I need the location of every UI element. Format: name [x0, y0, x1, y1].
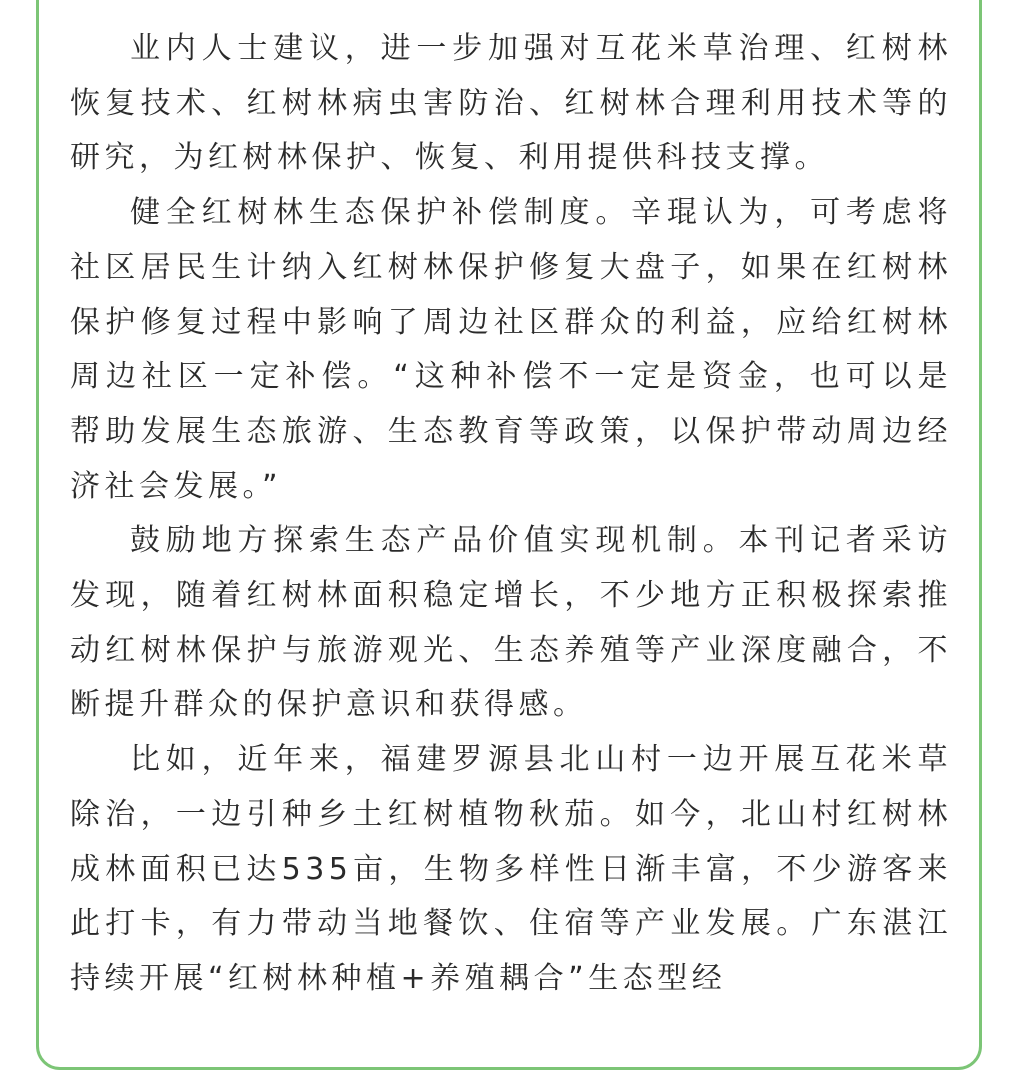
paragraph-beishan-example: 比如，近年来，福建罗源县北山村一边开展互花米草除治，一边引种乡土红树植物秋茄。如今，北山村红树林成林面积已达535亩，生物多样性日渐丰富，不少游客来此打卡，有力带动当地餐饮、住宿等产业发展。广东湛江持续开展“红树林种植+养殖耦合”生态型经 — [70, 742, 952, 996]
article-body — [70, 22, 952, 1007]
paragraph-research-suggestion: 业内人士建议，进一步加强对互花米草治理、红树林恢复技术、红树林病虫害防治、红树林合理利用技术等的研究，为红树林保护、恢复、利用提供科技支撑。 — [70, 31, 952, 176]
paragraph-value-realization: 鼓励地方探索生态产品价值实现机制。本刊记者采访发现，随着红树林面积稳定增长，不少地方正积极探索推动红树林保护与旅游观光、生态养殖等产业深度融合，不断提升群众的保护意识和获得感。 — [70, 523, 952, 723]
paragraph-compensation-system: 健全红树林生态保护补偿制度。辛琨认为，可考虑将社区居民生计纳入红树林保护修复大盘子，如果在红树林保护修复过程中影响了周边社区群众的利益，应给红树林周边社区一定补偿。“这种补偿不一定是资金，也可以是帮助发展生态旅游、生态教育等政策，以保护带动周边经济社会发展。” — [70, 195, 952, 504]
